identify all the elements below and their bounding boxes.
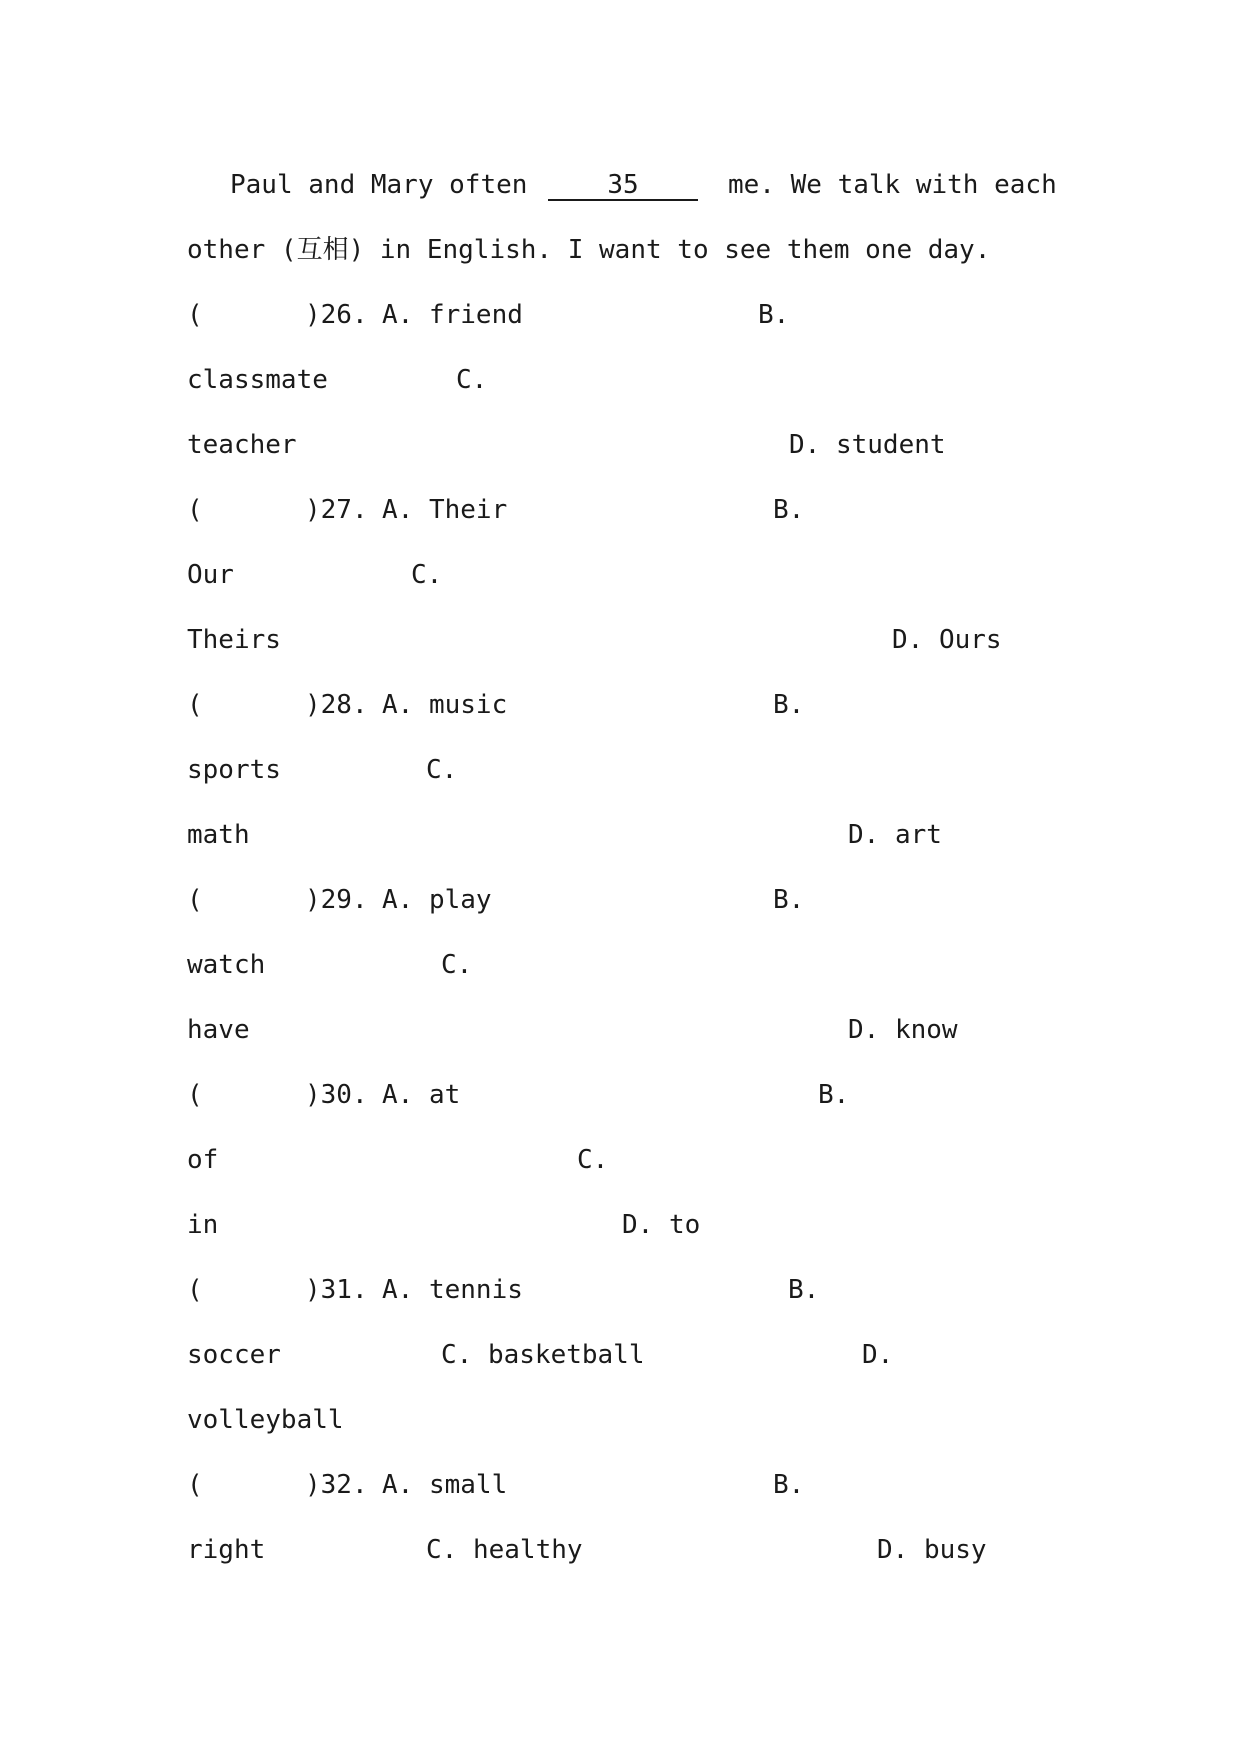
question-29-line-3 [0,1010,1241,1050]
option-b-label: B. [773,495,805,525]
question-30-line-2 [0,1140,1241,1180]
option-c-label: C. [441,950,473,980]
option-d: D. Ours [892,625,1002,655]
option-c-text: in [187,1210,219,1240]
question-number: )32. [305,1470,368,1500]
option-d: D. busy [877,1535,987,1565]
option-b-label: B. [758,300,790,330]
option-b-text: right [187,1535,266,1565]
option-c-label: C. [577,1145,609,1175]
question-26-line [0,295,1241,335]
answer-blank-35: 35 [548,165,698,201]
question-29-line [0,880,1241,920]
option-a: A. friend [382,300,523,330]
answer-paren: ( [187,885,203,915]
option-a: A. play [382,885,492,915]
option-c: C. basketball [441,1340,645,1370]
question-27-line-2 [0,555,1241,595]
option-b-text: sports [187,755,281,785]
answer-paren: ( [187,300,203,330]
question-number: )31. [305,1275,368,1305]
question-27-line-3 [0,620,1241,660]
option-a: A. tennis [382,1275,523,1305]
question-30-line [0,1075,1241,1115]
option-d: D. student [789,430,946,460]
answer-paren: ( [187,1470,203,1500]
option-d-label: D. [862,1340,894,1370]
answer-paren: ( [187,495,203,525]
question-30-line-3 [0,1205,1241,1245]
question-32-line-2 [0,1530,1241,1570]
option-b-text: classmate [187,365,328,395]
option-c: C. healthy [426,1535,583,1565]
option-a: A. at [382,1080,461,1110]
question-28-line-3 [0,815,1241,855]
passage-text-before-blank: Paul and Mary often [230,170,528,200]
passage-text: other (互相) in English. I want to see them one day. [187,235,991,265]
option-a: A. music [382,690,508,720]
option-c-text: have [187,1015,250,1045]
question-29-line-2 [0,945,1241,985]
option-b-label: B. [773,1470,805,1500]
passage-text-after-blank: me. We talk with each [728,170,1057,200]
option-d: D. art [848,820,942,850]
passage-line-2 [0,230,1241,270]
passage-line-1 [0,165,1241,205]
option-a: A. Their [382,495,508,525]
option-b-text: of [187,1145,219,1175]
option-b-label: B. [818,1080,850,1110]
question-26-line-3 [0,425,1241,465]
question-number: )26. [305,300,368,330]
option-c-text: teacher [187,430,297,460]
option-c-text: math [187,820,250,850]
answer-paren: ( [187,1275,203,1305]
option-b-label: B. [773,690,805,720]
question-31-line [0,1270,1241,1310]
question-number: )28. [305,690,368,720]
option-a: A. small [382,1470,508,1500]
question-number: )30. [305,1080,368,1110]
question-28-line-2 [0,750,1241,790]
option-b-text: soccer [187,1340,281,1370]
option-c-label: C. [426,755,458,785]
question-31-line-3 [0,1400,1241,1440]
option-d: D. know [848,1015,958,1045]
option-b-label: B. [788,1275,820,1305]
option-b-text: watch [187,950,266,980]
answer-paren: ( [187,1080,203,1110]
option-b-text: Our [187,560,234,590]
option-c-text: Theirs [187,625,281,655]
option-d: D. to [622,1210,701,1240]
question-number: )27. [305,495,368,525]
question-26-line-2 [0,360,1241,400]
answer-paren: ( [187,690,203,720]
question-number: )29. [305,885,368,915]
option-d-text: volleyball [187,1405,344,1435]
question-31-line-2 [0,1335,1241,1375]
option-b-label: B. [773,885,805,915]
option-c-label: C. [456,365,488,395]
option-c-label: C. [411,560,443,590]
question-32-line [0,1465,1241,1505]
question-28-line [0,685,1241,725]
question-27-line [0,490,1241,530]
